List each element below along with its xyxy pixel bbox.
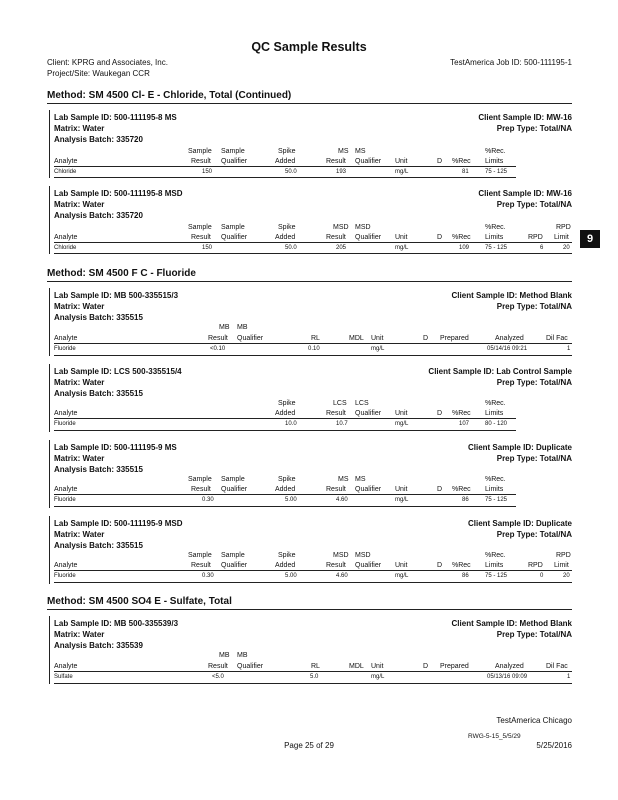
col-head: RPD (556, 224, 571, 231)
client-sample-id: Client Sample ID: Method Blank (451, 291, 572, 300)
col-head: Analyte (54, 663, 78, 670)
col-head: Analyzed (495, 663, 524, 670)
spike-added: 50.0 (285, 245, 297, 251)
analyte: Chloride (54, 169, 77, 175)
col-head: Unit (395, 158, 408, 165)
matrix: Matrix: Water (54, 454, 105, 463)
job-id: TestAmerica Job ID: 500-111195-1 (450, 58, 572, 67)
col-head: Spike (278, 148, 296, 155)
analysis-batch: Analysis Batch: 335515 (54, 541, 143, 550)
limits: 75 - 125 (485, 169, 508, 175)
analysis-batch: Analysis Batch: 335515 (54, 465, 143, 474)
col-head: Added (275, 410, 296, 417)
col-head: Added (275, 562, 296, 569)
analyzed: 05/14/16 09:21 (487, 346, 528, 352)
rpd-limit: 20 (563, 245, 570, 251)
col-head: MDL (349, 335, 364, 342)
rec: 86 (462, 573, 469, 579)
analysis-batch: Analysis Batch: 335539 (54, 641, 143, 650)
col-head: RPD (528, 234, 543, 241)
col-head: Result (326, 486, 346, 493)
spike-added: 5.00 (285, 497, 297, 503)
col-head: Analyzed (495, 335, 524, 342)
unit: mg/L (371, 674, 385, 680)
analysis-batch: Analysis Batch: 335720 (54, 211, 143, 220)
col-head: MSD (333, 552, 349, 559)
col-head: Analyte (54, 410, 78, 417)
col-head: Result (326, 234, 346, 241)
mb-result: <5.0 (212, 674, 224, 680)
prep-type: Prep Type: Total/NA (496, 530, 572, 539)
analyzed: 05/13/16 09:09 (487, 674, 528, 680)
col-head: Qualifier (355, 234, 382, 241)
client-sample-id: Client Sample ID: Lab Control Sample (428, 367, 572, 376)
method-heading-fluoride: Method: SM 4500 F C - Fluoride (47, 268, 196, 279)
col-head: Result (326, 158, 346, 165)
lab-sample-id: Lab Sample ID: MB 500-335539/3 (54, 619, 179, 628)
client-sample-id: Client Sample ID: MW-16 (478, 113, 572, 122)
col-head: MB (237, 324, 248, 331)
analyte: Sulfate (54, 674, 73, 680)
limits: 75 - 125 (485, 245, 508, 251)
col-head: MSD (355, 224, 371, 231)
client-sample-id: Client Sample ID: Duplicate (467, 443, 572, 452)
col-head: MS (355, 476, 366, 483)
lab-sample-id: Lab Sample ID: 500-111195-9 MSD (54, 519, 183, 528)
col-head: Limits (485, 410, 504, 417)
col-head: Unit (395, 486, 408, 493)
matrix: Matrix: Water (54, 530, 105, 539)
col-head: D (437, 158, 443, 165)
col-head: MS (338, 148, 349, 155)
col-head: Prepared (440, 663, 469, 670)
matrix: Matrix: Water (54, 200, 105, 209)
col-head: %Rec. (485, 552, 506, 559)
rl: 0.10 (308, 346, 320, 352)
col-head: D (423, 663, 429, 670)
col-head: Dil Fac (546, 663, 568, 670)
prep-type: Prep Type: Total/NA (496, 378, 572, 387)
lab-sample-id: Lab Sample ID: 500-111195-8 MS (54, 113, 177, 122)
col-head: %Rec (452, 410, 471, 417)
col-head: Limits (485, 486, 504, 493)
analyte: Fluoride (54, 346, 76, 352)
client-label: Client: KPRG and Associates, Inc. (47, 58, 168, 67)
col-head: Qualifier (355, 562, 382, 569)
lab-sample-id: Lab Sample ID: 500-111195-9 MS (54, 443, 177, 452)
analyte: Fluoride (54, 421, 76, 427)
col-head: MDL (349, 663, 364, 670)
sample-result: 150 (202, 245, 213, 251)
rec: 107 (459, 421, 470, 427)
msd-result: 205 (336, 245, 347, 251)
lab-sample-id: Lab Sample ID: MB 500-335515/3 (54, 291, 179, 300)
col-head: Qualifier (237, 663, 264, 670)
analyte: Chloride (54, 245, 77, 251)
method-heading-chloride: Method: SM 4500 Cl- E - Chloride, Total (Continued) (47, 90, 292, 101)
rec: 81 (462, 169, 469, 175)
prep-type: Prep Type: Total/NA (496, 302, 572, 311)
report-title: QC Sample Results (251, 40, 367, 54)
col-head: Qualifier (221, 234, 248, 241)
col-head: MB (237, 652, 248, 659)
col-head: %Rec (452, 562, 471, 569)
matrix: Matrix: Water (54, 302, 105, 311)
spike-added: 5.00 (285, 573, 297, 579)
col-head: Result (191, 234, 211, 241)
project-site: Project/Site: Waukegan CCR (47, 69, 150, 78)
col-head: RL (311, 335, 320, 342)
client-sample-id: Client Sample ID: MW-16 (478, 189, 572, 198)
prep-type: Prep Type: Total/NA (496, 454, 572, 463)
col-head: Qualifier (237, 335, 264, 342)
col-head: Qualifier (221, 562, 248, 569)
col-head: %Rec (452, 486, 471, 493)
col-head: Analyte (54, 486, 78, 493)
col-head: Sample (221, 224, 245, 231)
rec: 86 (462, 497, 469, 503)
col-head: Limits (485, 234, 504, 241)
col-head: Analyte (54, 562, 78, 569)
col-head: LCS (333, 400, 347, 407)
unit: mg/L (395, 169, 409, 175)
col-head: D (437, 486, 443, 493)
col-head: Limits (485, 158, 504, 165)
col-head: Sample (221, 552, 245, 559)
client-sample-id: Client Sample ID: Method Blank (451, 619, 572, 628)
col-head: Spike (278, 552, 296, 559)
col-head: Result (208, 663, 228, 670)
analysis-batch: Analysis Batch: 335515 (54, 313, 143, 322)
unit: mg/L (395, 245, 409, 251)
col-head: D (437, 410, 443, 417)
col-head: Limit (554, 234, 569, 241)
unit: mg/L (395, 573, 409, 579)
matrix: Matrix: Water (54, 630, 105, 639)
analysis-batch: Analysis Batch: 335720 (54, 135, 143, 144)
rpd: 0 (540, 573, 544, 579)
col-head: %Rec (452, 158, 471, 165)
ms-result: 193 (336, 169, 347, 175)
lab-sample-id: Lab Sample ID: LCS 500-335515/4 (54, 367, 182, 376)
col-head: MB (219, 652, 230, 659)
col-head: RPD (528, 562, 543, 569)
col-head: Sample (221, 148, 245, 155)
prep-type: Prep Type: Total/NA (496, 124, 572, 133)
unit: mg/L (395, 497, 409, 503)
col-head: Sample (188, 148, 212, 155)
col-head: %Rec. (485, 400, 506, 407)
col-head: Result (191, 486, 211, 493)
analyte: Fluoride (54, 497, 76, 503)
ms-result: 4.60 (336, 497, 348, 503)
footer-code: RWG-5-15_5/5/29 (468, 733, 521, 740)
limits: 75 - 125 (485, 497, 508, 503)
col-head: LCS (355, 400, 369, 407)
analyte: Fluoride (54, 573, 76, 579)
col-head: MS (338, 476, 349, 483)
section-tab: 9 (580, 230, 600, 248)
footer-lab: TestAmerica Chicago (496, 716, 572, 725)
col-head: Result (326, 410, 346, 417)
col-head: MS (355, 148, 366, 155)
col-head: Sample (188, 552, 212, 559)
col-head: Analyte (54, 234, 78, 241)
col-head: Prepared (440, 335, 469, 342)
matrix: Matrix: Water (54, 124, 105, 133)
col-head: Unit (371, 335, 384, 342)
mb-result: <0.10 (210, 346, 226, 352)
rpd-limit: 20 (563, 573, 570, 579)
col-head: %Rec. (485, 148, 506, 155)
prep-type: Prep Type: Total/NA (496, 630, 572, 639)
col-head: MSD (333, 224, 349, 231)
col-head: Unit (395, 410, 408, 417)
spike-added: 10.0 (285, 421, 297, 427)
col-head: Result (191, 158, 211, 165)
col-head: Sample (188, 224, 212, 231)
col-head: D (437, 234, 443, 241)
col-head: Spike (278, 224, 296, 231)
col-head: %Rec. (485, 476, 506, 483)
col-head: MB (219, 324, 230, 331)
limits: 80 - 120 (485, 421, 508, 427)
col-head: Analyte (54, 335, 78, 342)
col-head: RPD (556, 552, 571, 559)
limits: 75 - 125 (485, 573, 508, 579)
col-head: %Rec (452, 234, 471, 241)
col-head: Limit (554, 562, 569, 569)
unit: mg/L (371, 346, 385, 352)
col-head: D (423, 335, 429, 342)
method-heading-sulfate: Method: SM 4500 SO4 E - Sulfate, Total (47, 596, 232, 607)
col-head: Qualifier (355, 486, 382, 493)
col-head: Limits (485, 562, 504, 569)
col-head: Added (275, 158, 296, 165)
col-head: Result (326, 562, 346, 569)
rpd: 6 (540, 245, 544, 251)
col-head: Spike (278, 400, 296, 407)
col-head: Sample (188, 476, 212, 483)
spike-added: 50.0 (285, 169, 297, 175)
prep-type: Prep Type: Total/NA (496, 200, 572, 209)
col-head: Unit (395, 234, 408, 241)
col-head: Spike (278, 476, 296, 483)
dil-fac: 1 (567, 346, 571, 352)
lcs-result: 10.7 (336, 421, 348, 427)
col-head: Qualifier (355, 158, 382, 165)
col-head: Analyte (54, 158, 78, 165)
sample-result: 0.30 (202, 497, 214, 503)
col-head: Qualifier (221, 486, 248, 493)
rl: 5.0 (310, 674, 319, 680)
col-head: Sample (221, 476, 245, 483)
col-head: Qualifier (221, 158, 248, 165)
page-number: Page 25 of 29 (284, 741, 334, 750)
analysis-batch: Analysis Batch: 335515 (54, 389, 143, 398)
col-head: Qualifier (355, 410, 382, 417)
col-head: Added (275, 486, 296, 493)
sample-result: 0.30 (202, 573, 214, 579)
col-head: Result (208, 335, 228, 342)
msd-result: 4.60 (336, 573, 348, 579)
unit: mg/L (395, 421, 409, 427)
col-head: %Rec. (485, 224, 506, 231)
sample-result: 150 (202, 169, 213, 175)
col-head: Dil Fac (546, 335, 568, 342)
col-head: Unit (395, 562, 408, 569)
col-head: RL (311, 663, 320, 670)
client-sample-id: Client Sample ID: Duplicate (467, 519, 572, 528)
dil-fac: 1 (567, 674, 571, 680)
col-head: Added (275, 234, 296, 241)
col-head: Unit (371, 663, 384, 670)
footer-date: 5/25/2016 (536, 741, 572, 750)
col-head: MSD (355, 552, 371, 559)
matrix: Matrix: Water (54, 378, 105, 387)
col-head: D (437, 562, 443, 569)
col-head: Result (191, 562, 211, 569)
lab-sample-id: Lab Sample ID: 500-111195-8 MSD (54, 189, 183, 198)
rec: 109 (459, 245, 470, 251)
